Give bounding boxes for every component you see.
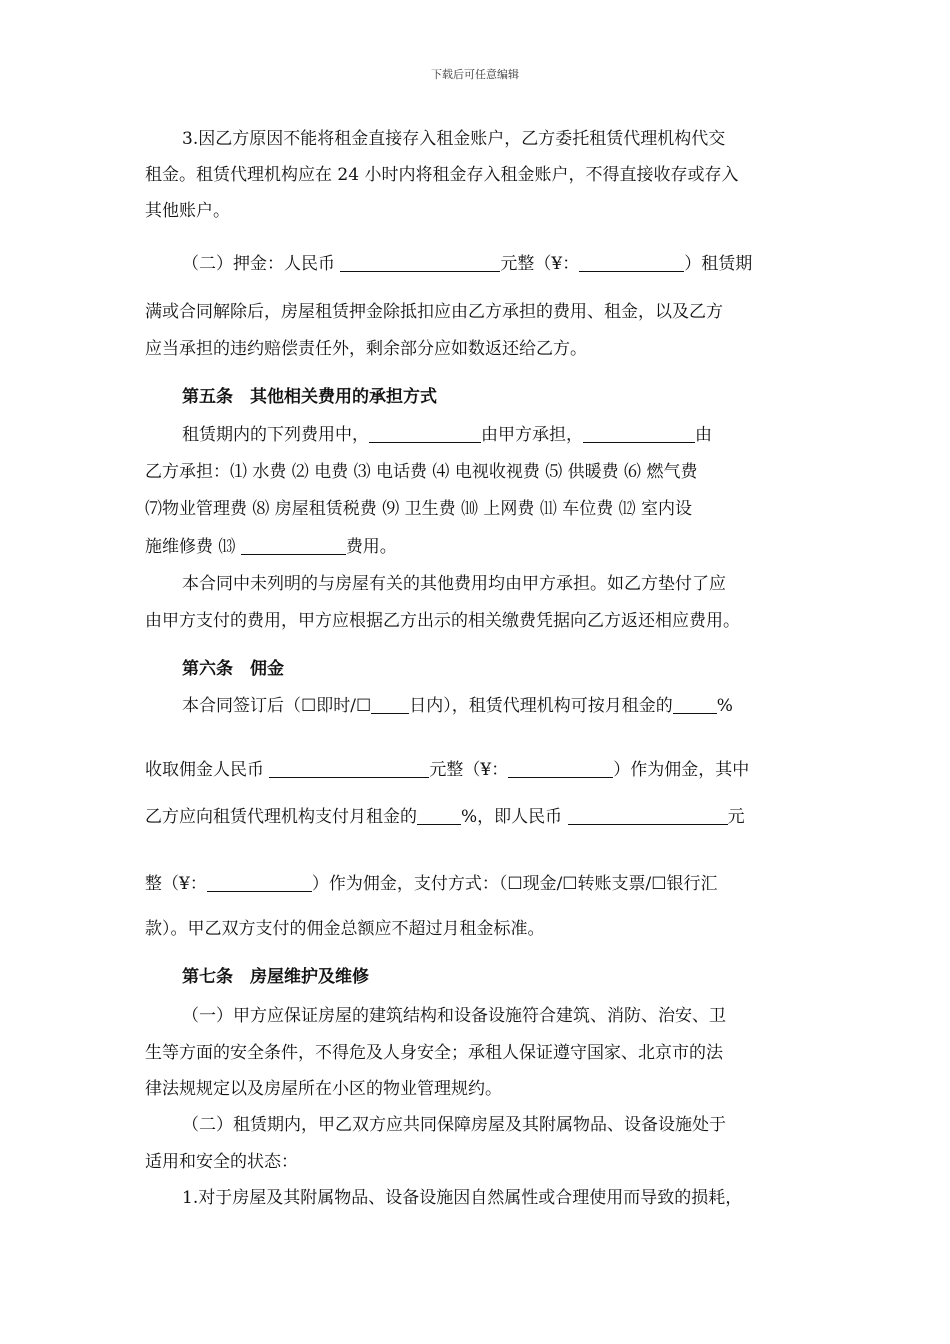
deposit-amount-blank[interactable] [340,254,500,272]
fees-other-tail: 费用。 [345,537,397,557]
fees-line [182,423,712,447]
landlord-fees-blank[interactable] [369,425,481,443]
para-line: 适用和安全的状态： [145,1152,298,1172]
para-line: 其他账户。 [145,201,230,221]
deposit-tail: ）租赁期 [684,254,753,274]
commission-amount-blank[interactable] [269,760,429,778]
fees-tail: 由 [695,425,712,445]
tenant-commission-rmb: %，即人民币 [461,807,568,827]
para-line: 本合同中未列明的与房屋有关的其他费用均由甲方承担。如乙方垫付了应 [182,574,726,594]
tenant-amount-blank[interactable] [568,807,728,825]
para-line: 乙方承担：⑴ 水费 ⑵ 电费 ⑶ 电话费 ⑷ 电视收视费 ⑸ 供暖费 ⑹ 燃气费 [145,462,698,482]
tenant-fees-blank[interactable] [583,425,695,443]
tenant-commission-unit: 元 [727,807,745,827]
fees-other-line [145,535,397,559]
other-fee-blank[interactable] [241,537,346,555]
commission-tail: ）作为佣金，其中 [613,760,750,780]
para-line: 生等方面的安全条件，不得危及人身安全；承租人保证遵守国家、北京市的法 [145,1043,723,1063]
commission-text-a: 本合同签订后（☐即时/☐ [182,696,372,716]
para-line: 3.因乙方原因不能将租金直接存入租金账户，乙方委托租赁代理机构代交 [182,129,726,149]
para-line: 租金。租赁代理机构应在 24 小时内将租金存入租金账户，不得直接收存或存入 [145,165,739,185]
para-line: 满或合同解除后，房屋租赁押金除抵扣应由乙方承担的费用、租金，以及乙方 [145,302,723,322]
page-header: 下载后可任意编辑 [431,68,519,81]
para-line: 由甲方支付的费用，甲方应根据乙方出示的相关缴费凭据向乙方返还相应费用。 [145,611,740,631]
fees-landlord-text: 由甲方承担， [481,425,583,445]
article-5-heading: 第五条 其他相关费用的承担方式 [182,387,437,407]
payment-method-text: ）作为佣金，支付方式：（☐现金/☐转账支票/☐银行汇 [311,874,718,894]
commission-unit: 元整（¥： [429,760,509,780]
tenant-percent-blank[interactable] [417,807,461,825]
article-6-heading: 第六条 佣金 [182,659,284,679]
tenant-commission-text: 乙方应向租赁代理机构支付月租金的 [145,807,417,827]
payment-yen-blank[interactable] [207,874,312,892]
commission-text-b: 日内），租赁代理机构可按月租金的 [409,696,673,716]
commission-text-c: 收取佣金人民币 [145,760,270,780]
para-line: 应当承担的违约赔偿责任外，剩余部分应如数返还给乙方。 [145,339,587,359]
percent-blank[interactable] [673,696,717,714]
para-line: 款）。甲乙双方支付的佣金总额应不超过月租金标准。 [145,919,545,939]
commission-yen-blank[interactable] [508,760,613,778]
payment-yen-label: 整（¥： [145,874,207,894]
commission-line-2 [145,758,749,782]
deposit-line [182,252,752,276]
para-line: （一）甲方应保证房屋的建筑结构和设备设施符合建筑、消防、治安、卫 [182,1006,726,1026]
commission-line-4 [145,872,718,896]
deposit-yen-blank[interactable] [579,254,684,272]
deposit-label: （二）押金：人民币 [182,254,341,274]
fees-label: 租赁期内的下列费用中， [182,425,369,445]
days-blank[interactable] [371,696,409,714]
para-line: 律法规规定以及房屋所在小区的物业管理规约。 [145,1079,502,1099]
para-line: ⑺物业管理费 ⑻ 房屋租赁税费 ⑼ 卫生费 ⑽ 上网费 ⑾ 车位费 ⑿ 室内设 [145,499,693,519]
commission-line-1 [182,694,733,718]
fees-other-label: 施维修费 ⒀ [145,537,241,557]
commission-line-3 [145,805,745,829]
commission-percent: % [716,696,733,716]
para-line: 1.对于房屋及其附属物品、设备设施因自然属性或合理使用而导致的损耗， [182,1188,743,1208]
deposit-unit: 元整（¥： [500,254,580,274]
para-line: （二）租赁期内，甲乙双方应共同保障房屋及其附属物品、设备设施处于 [182,1115,726,1135]
article-7-heading: 第七条 房屋维护及维修 [182,967,369,987]
